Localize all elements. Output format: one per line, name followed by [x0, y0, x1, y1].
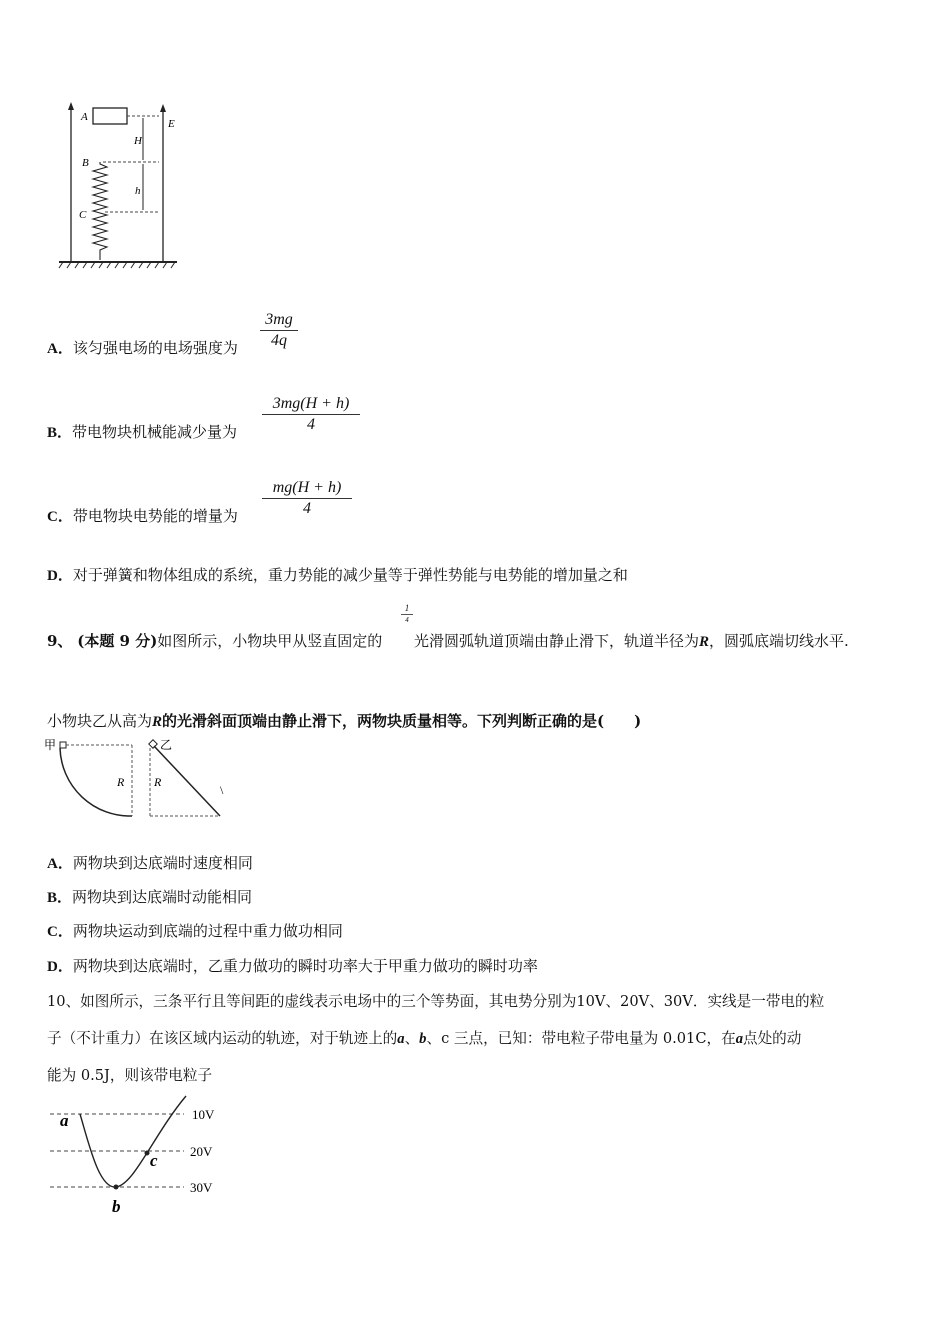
q9-stem-line1-rest: [414, 630, 849, 651]
q8-option-b-text: 带电物块机械能减少量为: [72, 423, 238, 441]
fraction-denominator: 4q: [271, 332, 287, 349]
fraction-numerator: 3mg(H + h): [272, 395, 350, 412]
q9-text-a: 如图所示，小物块甲从竖直固定的: [157, 632, 383, 650]
label-10v: 10V: [192, 1107, 215, 1122]
q10-a2: a: [735, 1031, 743, 1047]
q9-option-c-text: 两物块运动到底端的过程中重力做功相同: [72, 922, 343, 940]
q9-option-a[interactable]: [47, 852, 253, 873]
label-r-arc: R: [117, 775, 125, 789]
q9-option-c-letter: C．: [47, 924, 73, 940]
q9-r-symbol: R: [699, 634, 710, 650]
q9-r-symbol-2: R: [152, 714, 163, 730]
q9-quarter-fraction: [401, 603, 413, 626]
q9-number: 9、: [47, 632, 73, 650]
q9-option-a-letter: A．: [47, 856, 73, 872]
q9-option-a-text: 两物块到达底端时速度相同: [72, 854, 253, 872]
q8-option-d[interactable]: [47, 564, 628, 585]
label-30v: 30V: [190, 1180, 213, 1195]
q10-line3: 能为 0.5J，则该带电粒子: [47, 1067, 213, 1084]
label-r-incline: R: [154, 775, 162, 789]
label-point-a: a: [60, 1111, 69, 1130]
q8-option-a-letter: A．: [47, 341, 73, 357]
q8-option-a-text: 该匀强电场的电场强度为: [72, 339, 238, 357]
fraction-denominator: 4: [303, 500, 311, 517]
q8-option-b-fraction: [262, 395, 360, 434]
q9-option-c[interactable]: [47, 920, 343, 941]
q9-option-b-letter: B．: [47, 890, 73, 906]
q9-option-b[interactable]: [47, 886, 252, 907]
figure-equipotential: [44, 1094, 234, 1222]
quarter-numerator: 1: [404, 603, 410, 613]
q8-option-b-letter: B．: [47, 425, 73, 441]
q8-option-c[interactable]: [47, 505, 238, 526]
q9-option-d-letter: D．: [47, 959, 73, 975]
q10-stem-line2: [47, 1027, 801, 1048]
quarter-denominator: 4: [401, 614, 413, 626]
q9-option-b-text: 两物块到达底端时动能相同: [72, 888, 253, 906]
q9-line2-b: 的光滑斜面顶端由静止滑下，两物块质量相等。下列判断正确的是( ): [162, 712, 642, 730]
q10-stem-line1: [47, 990, 824, 1011]
q8-option-d-text: 对于弹簧和物体组成的系统，重力势能的减少量等于弹性势能与电势能的增加量之和: [72, 566, 628, 584]
q9-text-b: 光滑圆弧轨道顶端由静止滑下，轨道半径为: [414, 632, 700, 650]
q10-stem-line3: [47, 1064, 212, 1085]
q9-option-d-text: 两物块到达底端时，乙重力做功的瞬时功率大于甲重力做功的瞬时功率: [72, 957, 538, 975]
label-point-c: c: [150, 1151, 158, 1170]
q9-stem-line1: [47, 630, 382, 651]
label-small-h: h: [135, 185, 141, 197]
q8-option-a[interactable]: [47, 337, 238, 358]
label-jia: 甲: [44, 738, 57, 752]
fraction-numerator: mg(H + h): [272, 479, 342, 496]
q8-option-c-text: 带电物块电势能的增量为: [72, 507, 238, 525]
q9-text-c: ，圆弧底端切线水平.: [709, 632, 849, 650]
q9-line2-a: 小物块乙从高为: [47, 712, 153, 730]
q10-line1: 10、如图所示，三条平行且等间距的虚线表示电场中的三个等势面，其电势分别为10V、20V、30V．实线是一带电的粒: [47, 993, 825, 1010]
q8-option-c-fraction: [262, 479, 352, 518]
q10-sep1: 、: [404, 1030, 420, 1047]
label-b: B: [82, 157, 89, 169]
q9-option-d[interactable]: [47, 955, 538, 976]
q8-option-a-fraction: [260, 311, 298, 350]
q9-points: (本题 9 分): [77, 632, 158, 650]
q10-b: b: [419, 1031, 427, 1047]
q8-option-d-letter: D．: [47, 568, 73, 584]
q10-a: a: [397, 1031, 405, 1047]
label-yi: 乙: [160, 738, 173, 752]
q10-sep2: 、c 三点，已知：带电粒子带电量为 0.01C，在: [426, 1030, 736, 1047]
label-a: A: [81, 111, 88, 123]
q10-line2-a: 子（不计重力）在该区域内运动的轨迹，对于轨迹上的: [47, 1030, 398, 1047]
q8-option-b[interactable]: [47, 421, 237, 442]
label-c: C: [79, 209, 87, 221]
figure-arc-and-incline: [40, 736, 240, 822]
label-big-h: H: [134, 135, 142, 147]
q10-line2-b: 点处的动: [742, 1030, 802, 1047]
fraction-numerator: 3mg: [265, 311, 293, 328]
q9-stem-line2: [47, 710, 641, 731]
label-e: E: [168, 118, 175, 130]
q8-option-c-letter: C．: [47, 509, 73, 525]
fraction-denominator: 4: [307, 416, 315, 433]
label-20v: 20V: [190, 1144, 213, 1159]
stray-mark: \: [220, 783, 224, 797]
label-point-b: b: [112, 1197, 121, 1216]
figure-spring-field: [55, 100, 190, 275]
